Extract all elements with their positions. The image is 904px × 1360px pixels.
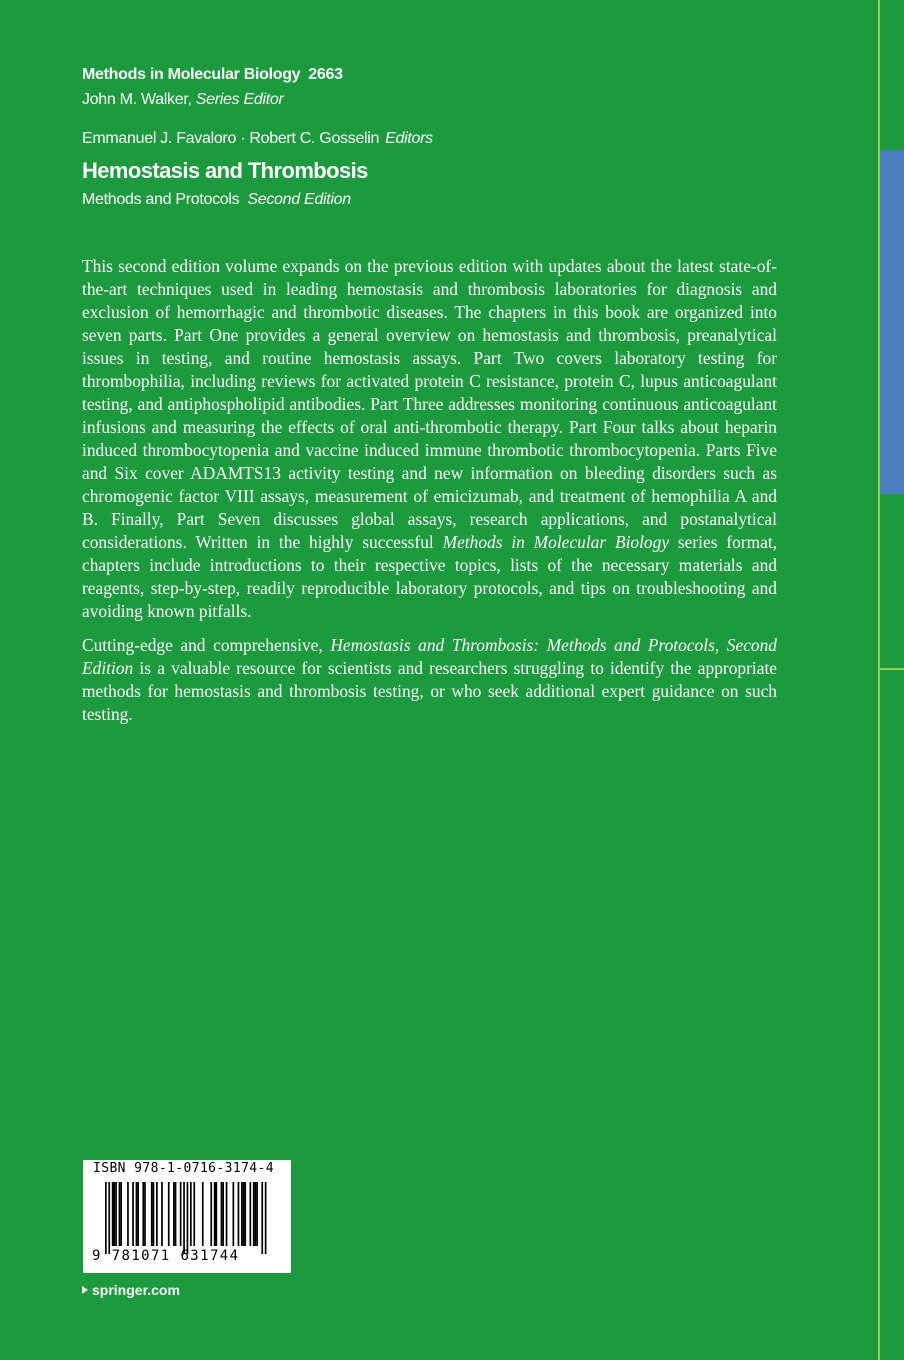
barcode-bar — [221, 1182, 223, 1246]
series-editor-line — [82, 89, 283, 111]
barcode-bar — [115, 1182, 117, 1246]
isbn-barcode-box — [83, 1160, 291, 1273]
publisher-url: springer.com — [92, 1282, 180, 1298]
barcode-bars — [105, 1182, 275, 1254]
barcode-bar — [193, 1182, 195, 1246]
barcode-bar — [202, 1182, 204, 1246]
description-paragraph-2 — [82, 634, 777, 726]
barcode-bar — [151, 1182, 153, 1246]
barcode-bar — [173, 1182, 175, 1246]
description-text: is a valuable resource for scientists and researchers struggling to identify the appropriate methods for hemostasis and thrombosis testing, or who seek additional expert guidance on such testing. — [82, 658, 777, 724]
barcode-bar — [168, 1182, 170, 1246]
barcode-bar — [114, 1182, 116, 1246]
description-text: series format, chapters include introductions to their respective topics, lists of the necessary materials and reagents, step-by-step, readily reproducible laboratory protocols, and tips on troubleshooting and avoiding known pitfalls. — [82, 532, 778, 621]
barcode-bar — [105, 1182, 107, 1254]
barcode-bar — [153, 1182, 155, 1246]
series-editor-name: John M. Walker, — [82, 91, 192, 108]
publisher-link[interactable] — [82, 1280, 180, 1300]
barcode-bar — [214, 1182, 216, 1246]
book-edition: Second Edition — [247, 191, 351, 208]
barcode-bar — [238, 1182, 240, 1246]
book-title: Hemostasis and Thrombosis — [82, 158, 368, 183]
barcode-bar — [216, 1182, 218, 1246]
book-title-italic: Hemostasis and Thrombosis: Methods and Protocols, Second Edition — [82, 635, 777, 678]
barcode-bar — [183, 1182, 185, 1254]
description-text: Cutting-edge and comprehensive, — [82, 635, 331, 655]
description-paragraph-1 — [82, 255, 777, 623]
book-editors-names: Emmanuel J. Favaloro · Robert C. Gosselin — [82, 130, 380, 147]
barcode-bar — [137, 1182, 139, 1246]
barcode-bar — [233, 1182, 235, 1246]
series-name-italic: Methods in Molecular Biology — [442, 532, 670, 552]
book-description — [82, 255, 777, 737]
barcode-bar — [161, 1182, 163, 1246]
series-name: Methods in Molecular Biology — [82, 66, 301, 83]
barcode-bar — [256, 1182, 258, 1246]
spine-color-block — [880, 150, 904, 494]
barcode-bar — [142, 1182, 144, 1246]
barcode-bar — [187, 1182, 189, 1254]
barcode-bar — [112, 1182, 114, 1246]
barcode-bar — [265, 1182, 267, 1254]
barcode-bar — [222, 1182, 224, 1246]
book-editors-line — [82, 128, 433, 150]
barcode-bar — [144, 1182, 146, 1246]
barcode-bar — [156, 1182, 158, 1246]
barcode-bar — [226, 1182, 228, 1246]
barcode-bar — [190, 1182, 192, 1246]
book-editors-role: Editors — [385, 130, 433, 147]
barcode-bar — [241, 1182, 243, 1246]
barcode-bar — [253, 1182, 255, 1246]
barcode-bar — [136, 1182, 138, 1246]
barcode-bar — [180, 1182, 182, 1246]
barcode-bar — [210, 1182, 212, 1246]
barcode-bar — [255, 1182, 257, 1246]
series-editor-role: Series Editor — [195, 91, 284, 108]
barcode-bar — [243, 1182, 245, 1246]
triangle-right-icon — [82, 1286, 88, 1294]
barcode-bar — [261, 1182, 263, 1254]
book-subtitle-line — [82, 189, 351, 211]
spine-tick-mark — [880, 668, 904, 670]
barcode-bar — [175, 1182, 177, 1246]
isbn-label: ISBN 978-1-0716-3174-4 — [93, 1161, 274, 1176]
barcode-bar — [119, 1182, 121, 1246]
barcode-bar — [120, 1182, 122, 1246]
barcode-bar — [250, 1182, 252, 1246]
barcode-digits: 9 781071 631744 — [92, 1248, 240, 1264]
barcode-bar — [127, 1182, 129, 1246]
barcode-bar — [244, 1182, 246, 1246]
series-number: 2663 — [308, 66, 343, 83]
series-heading — [82, 64, 343, 86]
barcode-bar — [108, 1182, 110, 1254]
barcode-bar — [132, 1182, 134, 1246]
description-text: This second edition volume expands on the previous edition with updates about the latest state-of-the-art techniques used in leading hemostasis and thrombosis laboratories for diagnosis and exclusion of hemorrhagic and thrombotic diseases. The chapters in this book are organized into seven parts. Part One provides a general overview on hemostasis and thrombosis, preanalytical issues in testing, and routine hemostasis assays. Part Two covers laboratory testing for thrombophilia, including reviews for activated protein C resistance, protein C, lupus anticoagulant testing, and antiphospholipid antibodies. Part Three addresses monitoring continuous anticoagulant infusions and measuring the effects of oral anti-thrombotic therapy. Part Four talks about heparin induced thrombocytopenia and vaccine induced immune thrombotic thrombocytopenia. Parts Five and Six cover ADAMTS13 activity testing and new information on bleeding disorders such as chromogenic factor VIII assays, measurement of emicizumab, and treatment of hemophilia A and B. Finally, Part Seven discusses global assays, research applications, and postanalytical considerations. Written in the highly successful — [82, 256, 777, 552]
book-subtitle: Methods and Protocols — [82, 191, 240, 208]
